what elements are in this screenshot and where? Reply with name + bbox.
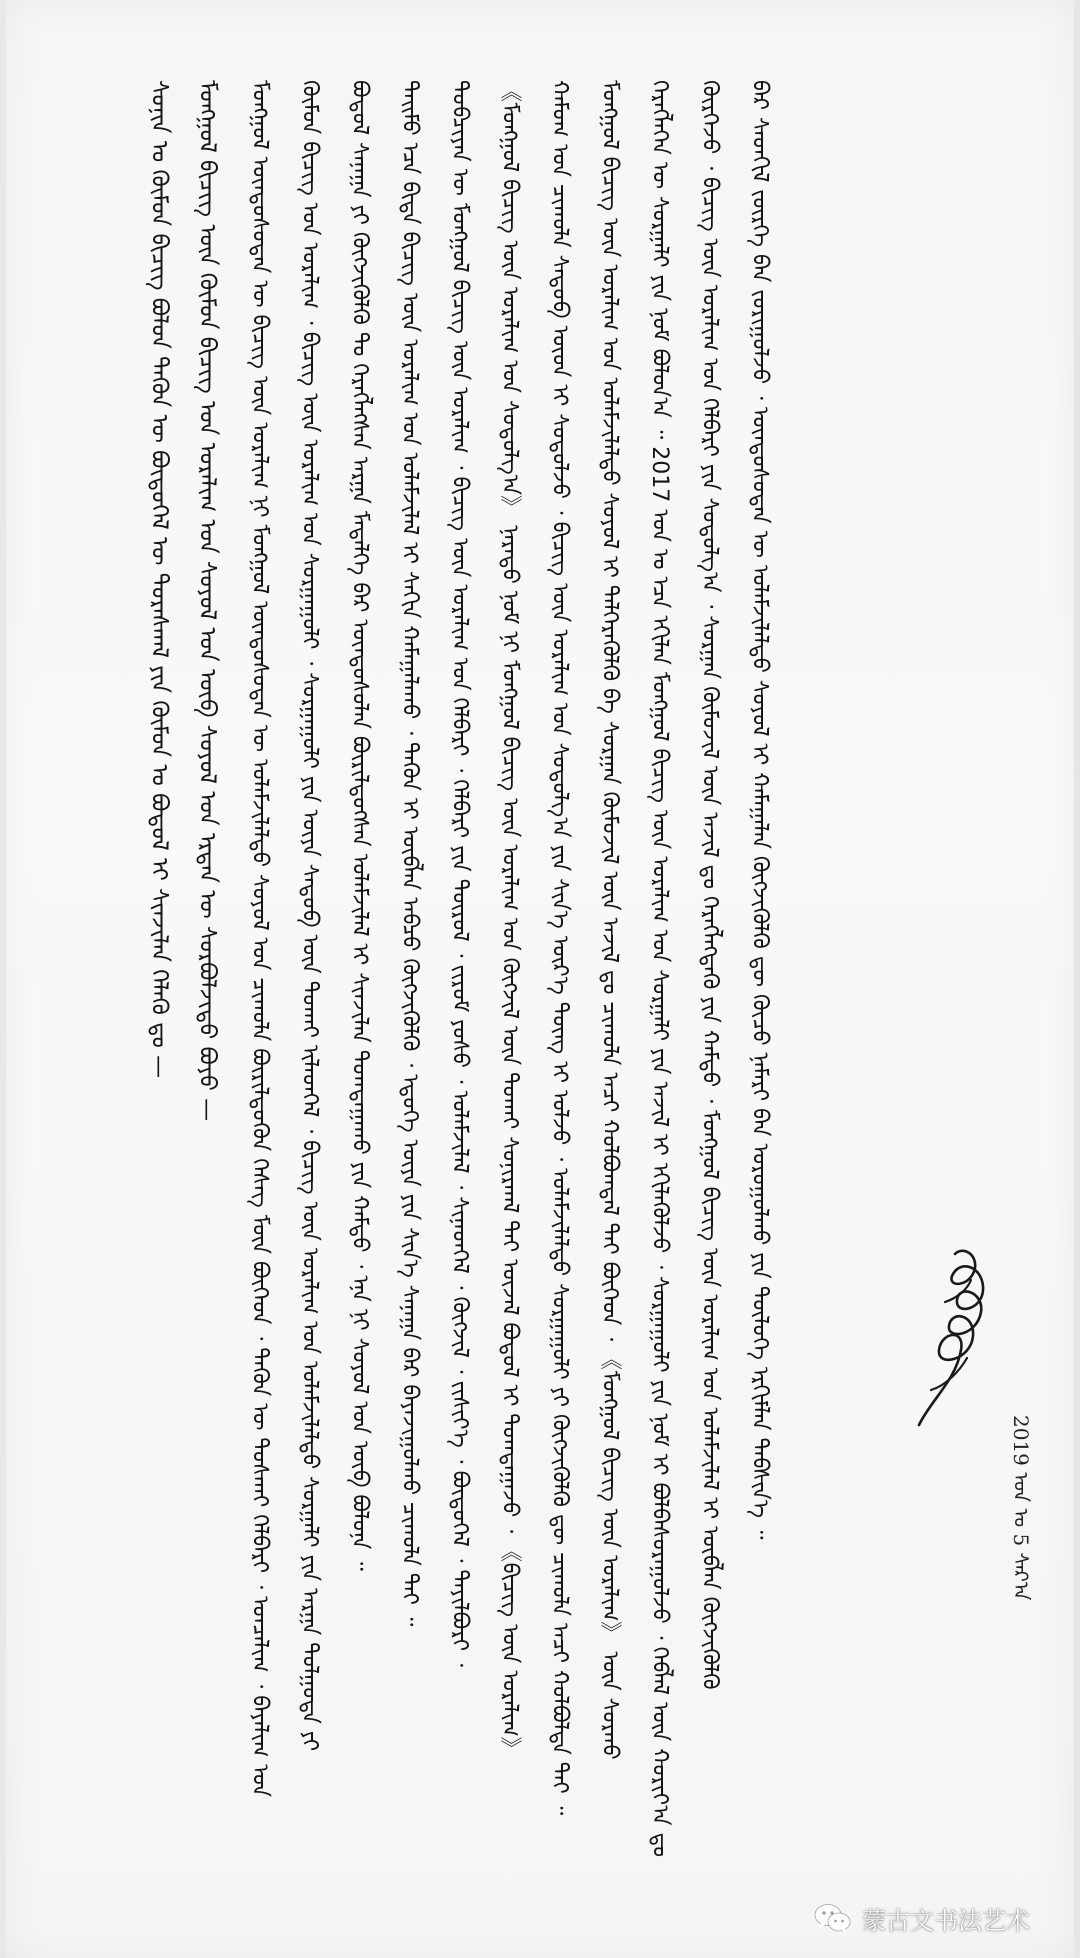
text-column-4: ᠬᠦᠮᠦᠨ ᠪᠢᠴᠢᠭ ᠤᠨ ᠤᠷᠠᠯᠢᠭ ᠂ ᠪᠢᠴᠢᠭ ᠦᠨ ᠤᠷᠠᠯᠢᠭ ᠤᠨ ᠰᠤᠷᠭᠠᠭᠤᠯᠢ ᠂ ᠰᠤᠷᠭᠠᠭᠤᠯᠢ ᠶᠢᠨ ᠦᠶᠡ ᠰᠡᠳᠦᠪ ᠦᠨ ᠲᠤᠬᠠᠢ ᠢᠯᠡᠳᠬᠡᠯ ᠂ ᠪᠢᠴᠢᠭ ᠦᠨ ᠤᠷᠠᠯᠢᠭ ᠤᠨ ᠤᠯᠠᠮᠵᠢᠯᠠᠯᠳᠤ ᠰᠤᠷᠭᠠᠯᠢ ᠶᠢᠨ ᠠᠷᠭᠠ ᠲᠤᠯᠭᠤᠳᠠ ᠶᠢ — [297, 80, 322, 1752]
text-column-10: ᠮᠣᠩᠭᠣᠯ ᠪᠢᠴᠢᠭ ᠦᠨ ᠤᠷᠠᠯᠢᠭ ᠤᠨ ᠤᠯᠠᠮᠵᠢᠯᠠᠯᠳᠤ ᠰᠣᠶᠣᠯ ᠢ ᠲᠡᠯᠭᠡᠷᠡᠭᠦᠯᠬᠦ ᠪᠠ ᠰᠤᠷᠭᠠᠨ ᠬᠥᠮᠦᠵᠢᠯ ᠦᠨ ᠠᠵᠢᠯ ᠳᠤ ᠴᠢᠬᠤᠯᠠ ᠠᠴᠢ ᠬᠣᠯᠪᠣᠭᠳᠠᠯ ᠲᠠᠢ ᠪᠥᠭᠡᠳ ᠂ 《ᠮᠣᠩᠭᠣᠯ ᠪᠢᠴᠢᠭ ᠦᠨ ᠤᠷᠠᠯᠢᠭ》 ᠦᠨ ᠰᠤᠷᠬᠤ — [597, 80, 622, 1760]
text-column-2: ᠮᠣᠩᠭᠣᠯ ᠪᠢᠴᠢᠭ ᠦᠨ ᠬᠦᠮᠦᠨ ᠪᠢᠴᠢᠭ ᠤᠨ ᠤᠷᠠᠯᠢᠭ ᠤᠨ ᠰᠣᠶᠣᠯ ᠤᠨ ᠥᠪ ᠰᠣᠶᠣᠯ ᠤᠨ ᠡᠷᠲᠡᠨ ᠦ ᠰᠤᠷᠪᠤᠯᠵᠢᠲᠤ ᠪᠤᠶᠤ — — [194, 80, 220, 1122]
text-column-7: ᠲᠣᠪᠴᠢᠶᠠᠨ ᠦ ᠮᠣᠩᠭᠣᠯ ᠪᠢᠴᠢᠭ ᠦᠨ ᠤᠷᠠᠯᠢᠭ ᠂ ᠪᠢᠴᠢᠭ ᠦᠨ ᠤᠷᠠᠯᠢᠭ ᠤᠨ ᠬᠡᠯᠪᠡᠷᠢ ᠂ ᠬᠡᠯᠪᠡᠷᠢ ᠶᠢᠨ ᠲᠥᠷᠥᠯ ᠂ ᠵᠢᠷᠤᠮ ᠶᠣᠰᠤ ᠂ ᠤᠯᠠᠮᠵᠢᠯᠠᠯ ᠂ ᠰᠢᠨᠡᠳᠬᠡᠯ ᠂ ᠬᠥᠭᠵᠢᠯ ᠂ ᠵᠢᠱᠢᠶ᠎ᠡ ᠂ ᠪᠦᠲᠦᠭᠡᠯ ᠂ ᠲᠠᠶᠢᠯᠪᠤᠷᠢ ᠂ — [447, 80, 472, 1668]
watermark-text: 蒙古文书法艺术 — [862, 1907, 1030, 1935]
watermark — [814, 1901, 1030, 1936]
text-column-9: ᠬᠠᠮᠤᠭ ᠤᠨ ᠴᠢᠬᠤᠯᠠ ᠰᠡᠳᠦᠪ ᠦᠳ ᠢ ᠰᠤᠳᠤᠯᠵᠤ ᠂ ᠪᠢᠴᠢᠭ ᠦᠨ ᠤᠷᠠᠯᠢᠭ ᠤᠨ ᠰᠤᠳᠤᠯᠭ᠎ᠠ ᠶᠢᠨ ᠰᠢᠨ᠎ᠡ ᠦᠷ᠎ᠡ ᠳᠦᠩ ᠢ ᠣᠯᠵᠤ ᠂ ᠤᠯᠠᠮᠵᠢᠯᠠᠯᠳᠤ ᠰᠤᠷᠭᠠᠭᠤᠯᠢ ᠶᠢ ᠬᠥᠭᠵᠢᠭᠦᠯᠬᠦ ᠳᠦ ᠴᠢᠬᠤᠯᠠ ᠠᠴᠢ ᠬᠣᠯᠪᠣᠯᠳᠠ ᠲᠠᠢ ᠃ — [547, 80, 572, 1816]
text-column-12: ᠬᠦᠷᠭᠡᠵᠦ ᠂ ᠪᠢᠴᠢᠭ ᠦᠨ ᠤᠷᠠᠯᠢᠭ ᠤᠨ ᠬᠡᠯᠪᠡᠷᠢ ᠶᠢᠨ ᠰᠤᠳᠤᠯᠭ᠎ᠠ ᠂ ᠰᠤᠷᠭᠠᠨ ᠬᠥᠮᠦᠵᠢᠯ ᠦᠨ ᠠᠵᠢᠯ ᠳᠤ ᠬᠡᠷᠡᠭᠯᠡᠭᠳᠡᠬᠦ ᠶᠢᠨ ᠬᠠᠮᠲᠤ ᠂ ᠮᠣᠩᠭᠣᠯ ᠪᠢᠴᠢᠭ ᠦᠨ ᠤᠷᠠᠯᠢᠭ ᠤᠨ ᠤᠯᠠᠮᠵᠢᠯᠠᠯ ᠢ ᠥᠪᠯᠡᠨ ᠬᠥᠭᠵᠢᠭᠦᠯᠬᠦ — [697, 80, 722, 1690]
text-column-1: ᠰᠣᠨᠢᠨ ᠤ ᠬᠦᠮᠦᠨ ᠪᠢᠴᠢᠭ ᠪᠣᠯᠣᠨ ᠲᠡᠭᠦᠨ ᠦ ᠪᠦᠲᠦᠭᠡᠯ ᠦ ᠳᠤᠷᠠᠰᠬᠠᠯ ᠶᠢᠨ ᠬᠦᠮᠦᠨ ᠤ ᠪᠣᠳᠤᠯ ᠢ ᠰᠢᠨᠵᠢᠯᠡᠨ ᠬᠡᠯᠡᠬᠦ ᠳᠤ — — [146, 80, 172, 1079]
text-column-3: ᠮᠣᠩᠭᠣᠯ ᠦᠨᠳᠦᠰᠦᠲᠡᠨ ᠦ ᠪᠢᠴᠢᠭ ᠦᠨ ᠤᠷᠠᠯᠢᠭ ᠨᠢ ᠮᠣᠩᠭᠣᠯ ᠦᠨᠳᠦᠰᠦᠲᠡᠨ ᠦ ᠤᠯᠠᠮᠵᠢᠯᠠᠯᠳᠤ ᠰᠣᠶᠣᠯ ᠤᠨ ᠴᠢᠬᠤᠯᠠ ᠪᠦᠷᠢᠯᠳᠦᠬᠦᠨ ᠬᠡᠰᠡᠭ ᠮᠥᠨ ᠪᠥᠭᠡᠳ ᠂ ᠲᠡᠭᠦᠨ ᠦ ᠲᠤᠰᠬᠠᠢ ᠬᠡᠯᠪᠡᠷᠢ ᠂ ᠣᠨᠴᠠᠯᠢᠭ ᠂ ᠪᠠᠶᠠᠯᠢᠭ ᠤᠨ — [247, 80, 272, 1798]
text-column-5: ᠪᠣᠳᠣᠯ ᠰᠠᠨᠠᠭᠠ ᠶᠢ ᠬᠥᠭᠵᠢᠭᠦᠯᠬᠦ ᠲᠤ ᠬᠡᠷᠡᠭᠯᠡᠭᠰᠡᠨ ᠠᠷᠭᠠ ᠮᠡᠳᠡᠯᠭᠡ ᠪᠠᠷ ᠦᠨᠳᠦᠰᠦᠯᠡᠨ ᠪᠦᠷᠢᠯᠳᠦᠭᠰᠡᠨ ᠤᠯᠠᠮᠵᠢᠯᠠᠯ ᠢ ᠰᠢᠨᠵᠢᠯᠡᠨ ᠲᠣᠭᠲᠠᠭᠠᠬᠤ ᠶᠢᠨ ᠬᠠᠮᠲᠤ ᠂ ᠡᠨᠡ ᠨᠢ ᠰᠣᠶᠣᠯ ᠤᠨ ᠥᠪ ᠪᠣᠯᠤᠨᠠ ᠃ — [347, 80, 372, 1571]
text-column-6: ᠲᠡᠢᠮᠦ ᠡᠴᠡ ᠪᠢᠳᠡ ᠪᠢᠴᠢᠭ ᠦᠨ ᠤᠷᠠᠯᠢᠭ ᠤᠨ ᠤᠯᠠᠮᠵᠢᠯᠠᠯ ᠢ ᠰᠠᠬᠢᠨ ᠬᠠᠮᠠᠭᠠᠯᠠᠬᠤ ᠂ ᠲᠡᠭᠦᠨ ᠢ ᠥᠪᠯᠡᠨ ᠠᠪᠴᠤ ᠬᠥᠭᠵᠢᠭᠦᠯᠬᠦ ᠂ ᠡᠳᠦᠭᠡ ᠦᠶᠡ ᠶᠢᠨ ᠰᠢᠨ᠎ᠡ ᠰᠠᠨᠠᠭᠠ ᠪᠠᠷ ᠪᠠᠶᠠᠵᠢᠭᠤᠯᠬᠤ ᠴᠢᠬᠤᠯᠠ ᠲᠠᠢ ᠃ — [397, 80, 422, 1627]
mongolian-text-body — [146, 80, 806, 1950]
text-column-8: 《ᠮᠣᠩᠭᠣᠯ ᠪᠢᠴᠢᠭ ᠦᠨ ᠤᠷᠠᠯᠢᠭ ᠤᠨ ᠰᠤᠳᠤᠯᠭ᠎ᠠ》 ᠨᠡᠷᠡᠲᠦ ᠨᠣᠮ ᠨᠢ ᠮᠣᠩᠭᠣᠯ ᠪᠢᠴᠢᠭ ᠦᠨ ᠤᠷᠠᠯᠢᠭ ᠤᠨ ᠬᠥᠭᠵᠢᠯ ᠦᠨ ᠲᠤᠬᠠᠢ ᠰᠣᠨᠢᠷᠬᠠᠯ ᠲᠠᠢ ᠦᠵᠡᠯ ᠪᠣᠳᠣᠯ ᠢ ᠲᠣᠭᠲᠠᠭᠠᠵᠤ ᠂ 《ᠪᠢᠴᠢᠭ ᠦᠨ ᠤᠷᠠᠯᠢᠭ》 — [497, 80, 522, 1760]
handwritten-signature — [901, 1240, 991, 1430]
paper-sheet — [6, 0, 1074, 1958]
date-text: 2019 ᠣᠨ ᠤ 5 ᠰᠠᠷ᠎ᠠ — [1009, 1415, 1033, 1601]
text-column-13: ᠪᠠᠷ ᠰᠡᠳᠬᠢᠯ ᠵᠦᠷᠬᠡ ᠪᠡᠨ ᠵᠣᠷᠢᠭᠤᠯᠵᠤ ᠂ ᠦᠨᠳᠦᠰᠦᠲᠡᠨ ᠦ ᠤᠯᠠᠮᠵᠢᠯᠠᠯᠳᠤ ᠰᠣᠶᠣᠯ ᠢ ᠬᠠᠮᠠᠭᠠᠯᠠᠨ ᠬᠥᠭᠵᠢᠭᠦᠯᠬᠦ ᠳᠦ ᠬᠦᠴᠦ ᠨᠡᠮᠡᠷᠢ ᠪᠡᠨ ᠣᠷᠣᠭᠤᠯᠬᠤ ᠶᠢᠨ ᠲᠥᠯᠥᠭᠡ ᠡᠷᠬᠢᠮᠯᠡᠨ ᠳᠡᠪᠰᠢᠨ᠎ᠡ ᠃ — [747, 80, 772, 1540]
wechat-icon — [814, 1903, 852, 1935]
text-column-11: ᠬᠡᠷᠡᠭᠯᠡᠭᠡᠨ ᠦ ᠰᠤᠷᠭᠠᠯᠢ ᠶᠢᠨ ᠨᠣᠮ ᠪᠣᠯᠤᠨ᠎ᠠ ᠃ 2017 ᠣᠨ ᠤ ᠡᠴᠡ ᠡᠬᠢᠯᠡᠨ ᠮᠣᠩᠭᠣᠯ ᠪᠢᠴᠢᠭ ᠦᠨ ᠤᠷᠠᠯᠢᠭ ᠤᠨ ᠰᠤᠷᠭᠠᠯᠢ ᠶᠢᠨ ᠠᠵᠢᠯ ᠢ ᠡᠬᠢᠯᠡᠭᠦᠯᠵᠦ ᠂ ᠰᠤᠷᠭᠠᠭᠤᠯᠢ ᠶᠢᠨ ᠨᠣᠮ ᠢ ᠪᠣᠯᠪᠠᠰᠤᠷᠠᠭᠤᠯᠵᠤ ᠂ ᠬᠡᠪᠯᠡᠯ ᠦᠨ ᠬᠣᠷᠢᠶ᠎ᠠ ᠳᠤ — [647, 80, 672, 1858]
